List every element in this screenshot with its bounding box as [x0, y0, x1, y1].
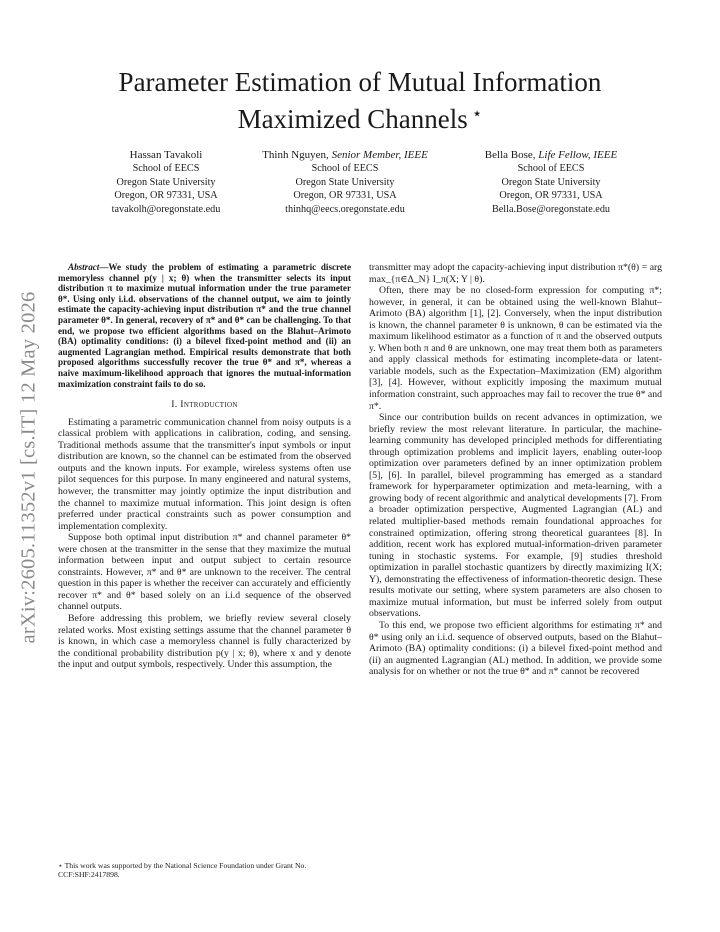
paper-title	[60, 66, 660, 135]
author-univ: Oregon State University	[501, 176, 601, 188]
author-dept: School of EECS	[311, 163, 379, 175]
right-paragraph-1: Often, there may be no closed-form expression for computing π*; however, in general, it can be obtained using the well-known Blahut–Arimoto (BA) algorithm [1], [2]. Conversely, when the input distribution is known, the channel parameter θ is unknown, θ can be estimated via the maximum likelihood estimator as a function of π and the observed outputs y. When both π and θ are unknown, one may treat them both as parameters and apply classical methods for estimating incomplete-data or latent-variable models, such as the Expectation–Maximization (EM) algorithm [3], [4]. However, without explicitly imposing the maximum mutual information constraint, such approaches may fail to recover the true θ* and π*.	[369, 285, 662, 412]
author-name: Thinh Nguyen,	[262, 149, 329, 161]
author-2	[240, 149, 450, 216]
author-3	[460, 149, 642, 216]
title-line-1: Parameter Estimation of Mutual Information	[118, 67, 602, 97]
author-city: Oregon, OR 97331, USA	[293, 190, 397, 202]
title-line-2-text: Maximized Channels	[237, 104, 468, 134]
author-1	[96, 149, 236, 216]
author-dept: School of EECS	[132, 163, 200, 175]
author-name: Hassan Tavakoli	[129, 149, 203, 161]
author-email[interactable]: tavakolh@oregonstate.edu	[111, 203, 221, 215]
author-email[interactable]: Bella.Bose@oregonstate.edu	[491, 203, 611, 215]
intro-paragraph-2: Suppose both optimal input distribution π* and channel parameter θ* were chosen at the transmitter in the sense that they maximize the mutual information between input and output subject to certain resource constraints. However, π* and θ* are unknown to the receiver. The central question in this paper is whether the receiver can accurately and efficiently recover π* and θ* based solely on an i.i.d sequence of the observed channel outputs.	[58, 532, 351, 613]
right-paragraph-2: Since our contribution builds on recent advances in optimization, we briefly review the most relevant literature. In particular, the machine-learning community has developed principled methods for differentiating through optimization problems and implicit layers, enabling outer-loop optimization over parameters defined by an inner optimization problem [5], [6]. In parallel, bilevel programming has emerged as a standard framework for hyperparameter optimization and meta-learning, with a growing body of recent algorithmic and analytical developments [7]. From a broader optimization perspective, Augmented Lagrangian (AL) and related multiplier-based methods remain foundational approaches for constrained optimization, offering strong theoretical guarantees [8]. In addition, recent work has explored mutual-information-driven parameter tuning in stochastic systems. For example, [9] studies threshold optimization in parallel stochastic quantizers by directly maximizing I(X; Y), demonstrating the effectiveness of information-theoretic design. These results motivate our setting, where system parameters are also chosen to maximize mutual information, but must be inferred solely from output observations.	[369, 412, 662, 620]
author-email[interactable]: thinhq@eecs.oregonstate.edu	[285, 203, 405, 215]
title-line-2	[60, 98, 660, 135]
author-univ: Oregon State University	[295, 176, 395, 188]
intro-paragraph-1: Estimating a parametric communication channel from noisy outputs is a classical problem with applications in calibration, coding, and sensing. Traditional methods assume that the transmitter's input symbols or input distribution are known, so the channel can be estimated from the observed outputs and the known inputs. For example, wireless systems often use pilot sequences for this purpose. In many engineered and natural systems, however, the transmitter may jointly optimize the input distribution and the channel to maximize mutual information. This joint design is often preferred under practical constraints such as power consumption and implementation complexity.	[58, 416, 351, 532]
right-paragraph-0: transmitter may adopt the capacity-achieving input distribution π*(θ) = arg max_{π∈Δ_N} I_π(X; Y | θ).	[369, 262, 662, 285]
author-city: Oregon, OR 97331, USA	[114, 190, 218, 202]
title-footnote-mark: ⋆	[471, 104, 483, 123]
intro-paragraph-3: Before addressing this problem, we briefly review several closely related works. Most existing settings assume that the channel parameter θ is known, in which case a memoryless channel is fully characterized by the conditional probability distribution p(y | x; θ), where x and y denote the input and output symbols, respectively. Under this assumption, the	[58, 612, 351, 671]
right-paragraph-3: To this end, we propose two efficient algorithms for estimating π* and θ* using only an i.i.d. sequence of observed outputs, based on the Blahut–Arimoto (BA) optimality conditions: (i) a bilevel fixed-point method and (ii) an augmented Lagrangian (AL) method. In addition, we provide some analysis for on whether or not the true θ* and π* cannot be recovered	[369, 619, 662, 678]
author-dept: School of EECS	[517, 163, 585, 175]
author-affiliation: Senior Member, IEEE	[331, 149, 428, 161]
arxiv-id-text: arXiv:2605.11352v1 [cs.IT] 12 May 2026	[17, 291, 40, 643]
section-heading: I. Introduction	[171, 399, 238, 411]
author-affiliation: Life Fellow, IEEE	[538, 149, 618, 161]
abstract-body: —We study the problem of estimating a parametric discrete memoryless channel p(y | x; θ) when the transmitter selects its input distribution π to maximize mutual information under the true parameter θ*. Using only i.i.d. observations of the channel output, we aim to jointly estimate the capacity-achieving input distribution π* and the true channel parameter θ*. In general, recovery of π* and θ* can be challenging. To that end, we propose two efficient algorithms based on the Blahut–Arimoto (BA) optimality conditions: (i) a bilevel fixed-point method and (ii) an augmented Lagrangian method. Empirical results demonstrate that both proposed algorithms successfully recover the true θ* and π*, whereas a naive maximum-likelihood approach that ignores the mutual-information maximization constraint fails to do so.	[58, 262, 351, 389]
abstract	[58, 262, 351, 389]
footnote: ⋆ This work was supported by the National Science Foundation under Grant No. CCF:SHF:2417898.	[58, 861, 307, 880]
right-column	[369, 262, 662, 678]
left-column	[58, 262, 351, 671]
author-univ: Oregon State University	[116, 176, 216, 188]
author-name: Bella Bose,	[484, 149, 536, 161]
author-city: Oregon, OR 97331, USA	[499, 190, 603, 202]
abstract-label: Abstract	[68, 262, 100, 272]
arxiv-identifier	[4, 262, 54, 672]
